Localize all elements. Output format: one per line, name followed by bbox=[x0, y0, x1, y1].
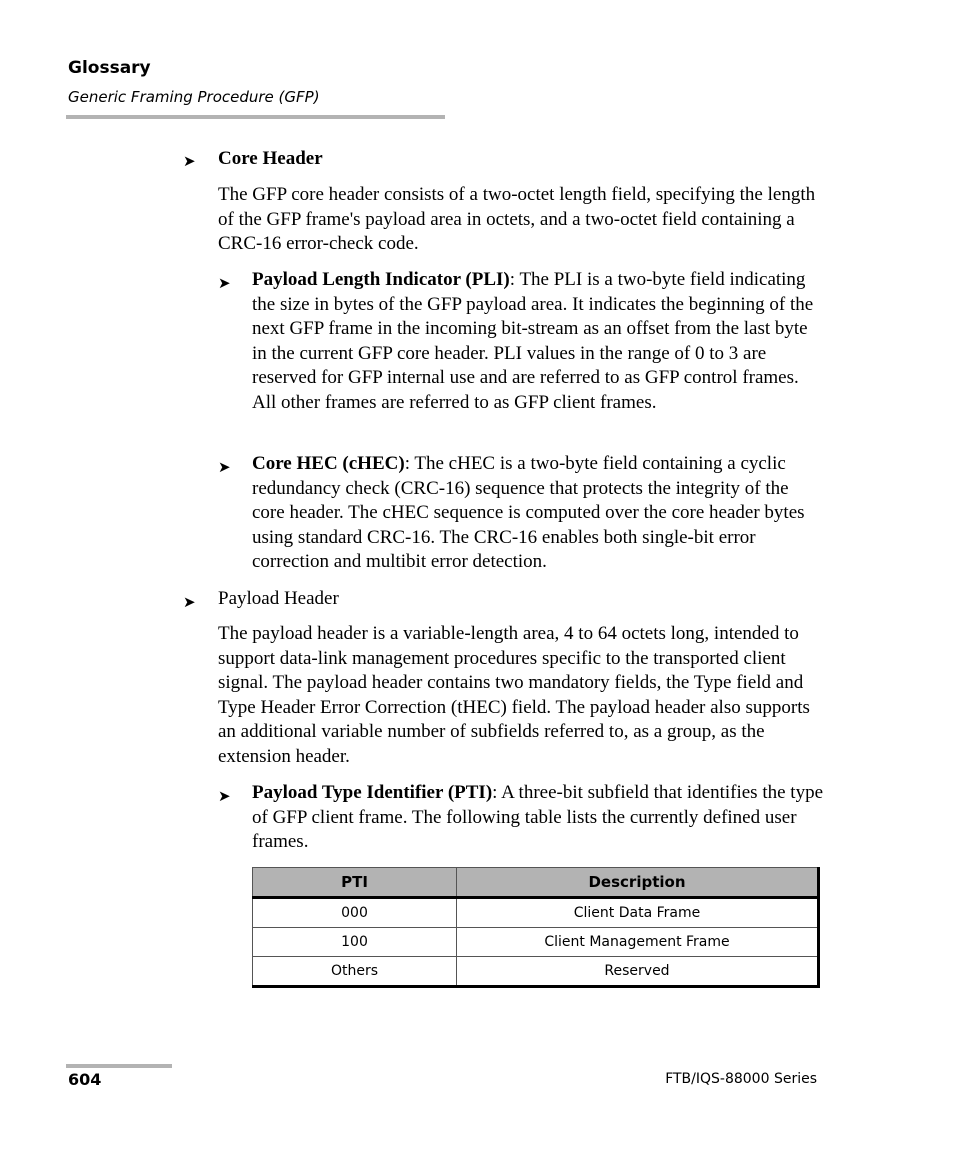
table-row bbox=[253, 898, 819, 928]
chec-paragraph bbox=[252, 452, 823, 575]
footer-rule bbox=[66, 1064, 172, 1068]
bullet-arrow-icon: ➤ bbox=[218, 274, 231, 292]
table-cell: 100 bbox=[253, 928, 457, 957]
table-header-row bbox=[253, 868, 819, 898]
core-header-heading: Core Header bbox=[218, 148, 323, 169]
chec-term: Core HEC (cHEC) bbox=[252, 453, 405, 474]
bullet-arrow-icon: ➤ bbox=[183, 593, 196, 611]
pti-text: : A three-bit subfield that identifies the type of GFP client frame. The following table lists the currently defined user frames. bbox=[252, 782, 823, 853]
page-header-title: Glossary bbox=[68, 58, 151, 78]
table-cell: Client Data Frame bbox=[457, 898, 819, 928]
column-header-pti: PTI bbox=[253, 868, 457, 898]
payload-header-heading: Payload Header bbox=[218, 588, 339, 609]
bullet-arrow-icon: ➤ bbox=[218, 787, 231, 805]
pli-term: Payload Length Indicator (PLI) bbox=[252, 269, 510, 290]
pti-paragraph bbox=[252, 781, 823, 855]
product-series: FTB/IQS-88000 Series bbox=[665, 1071, 817, 1087]
pti-table bbox=[252, 867, 820, 988]
page-number: 604 bbox=[68, 1070, 102, 1089]
bullet-arrow-icon: ➤ bbox=[183, 152, 196, 170]
pli-text: : The PLI is a two-byte field indicating the size in bytes of the GFP payload area. It indicates the beginning of the next GFP frame in the incoming bit-stream as an offset from the last byte in the current GFP core header. PLI values in the range of 0 to 3 are reserved for GFP internal use and are referred to as GFP control frames. All other frames are referred to as GFP client frames. bbox=[252, 269, 814, 413]
header-rule bbox=[66, 115, 445, 119]
payload-header-body: The payload header is a variable-length area, 4 to 64 octets long, intended to support data-link management procedures specific to the transported client signal. The payload header contains two mandatory fields, the Type field and Type Header Error Correction (tHEC) field. The payload header also supports an additional variable number of subfields referred to, as a group, as the extension header. bbox=[218, 623, 810, 767]
bullet-arrow-icon: ➤ bbox=[218, 458, 231, 476]
table-cell: Client Management Frame bbox=[457, 928, 819, 957]
table-cell: Others bbox=[253, 957, 457, 987]
column-header-description: Description bbox=[457, 868, 819, 898]
pli-paragraph bbox=[252, 268, 823, 416]
table-cell: Reserved bbox=[457, 957, 819, 987]
table-row bbox=[253, 928, 819, 957]
chec-text: : The cHEC is a two-byte field containing a cyclic redundancy check (CRC-16) sequence that protects the integrity of the core header. The cHEC sequence is computed over the core header bytes using standard CRC-16. The CRC-16 enables both single-bit error correction and multibit error detection. bbox=[252, 453, 805, 573]
table-cell: 000 bbox=[253, 898, 457, 928]
table-row bbox=[253, 957, 819, 987]
page-header-subtitle: Generic Framing Procedure (GFP) bbox=[68, 88, 320, 106]
pti-term: Payload Type Identifier (PTI) bbox=[252, 782, 493, 803]
core-header-body: The GFP core header consists of a two-octet length field, specifying the length of the GFP frame's payload area in octets, and a two-octet field containing a CRC-16 error-check code. bbox=[218, 184, 816, 255]
